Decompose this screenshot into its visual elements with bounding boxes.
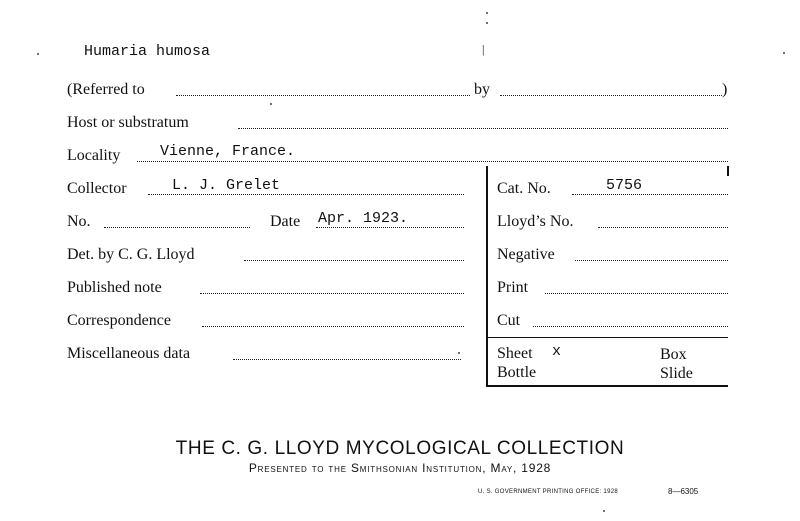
negative-line <box>575 260 728 261</box>
cut-label: Cut <box>497 312 521 329</box>
scan-speck <box>783 52 785 54</box>
collector-line <box>148 194 464 195</box>
referred-to-label: (Referred to <box>67 81 145 98</box>
collector-label: Collector <box>67 180 127 197</box>
by-label: by <box>474 81 490 98</box>
published-label: Published note <box>67 279 162 296</box>
published-line <box>200 293 464 294</box>
sheet-label: Sheet <box>497 345 533 362</box>
box-sheet-divider <box>486 337 728 338</box>
form-number: 8—6305 <box>668 487 699 496</box>
cat-no-value: 5756 <box>606 177 643 194</box>
printing-office-imprint: U. S. GOVERNMENT PRINTING OFFICE: 1928 <box>478 489 618 495</box>
correspondence-line <box>202 326 464 327</box>
scan-speck <box>486 12 488 14</box>
lloyds-no-line <box>598 227 728 228</box>
locality-label: Locality <box>67 147 121 164</box>
by-line <box>500 95 722 96</box>
date-line <box>316 227 464 228</box>
cat-no-line <box>572 194 728 195</box>
det-label: Det. by C. G. Lloyd <box>67 246 195 263</box>
collection-title: THE C. G. LLOYD MYCOLOGICAL COLLECTION <box>175 438 625 459</box>
misc-label: Miscellaneous data <box>67 345 191 362</box>
referred-to-line <box>176 95 470 96</box>
scan-speck <box>458 352 460 354</box>
box-left-rule <box>486 166 488 385</box>
no-label: No. <box>67 213 91 230</box>
no-line <box>104 227 250 228</box>
misc-line <box>233 359 461 360</box>
box-label: Box <box>660 346 687 363</box>
cat-no-label: Cat. No. <box>497 180 551 197</box>
scan-speck <box>270 103 272 105</box>
slide-label: Slide <box>660 365 693 382</box>
box-right-tick <box>727 166 729 176</box>
bottle-label: Bottle <box>497 364 537 381</box>
locality-value: Vienne, France. <box>160 143 296 160</box>
host-label: Host or substratum <box>67 114 189 131</box>
scan-speck <box>603 510 605 512</box>
date-label: Date <box>270 213 301 230</box>
det-line <box>244 260 464 261</box>
collector-value: L. J. Grelet <box>172 177 281 194</box>
scan-speck <box>37 53 39 55</box>
box-bottom-rule <box>486 385 728 387</box>
cut-line <box>533 326 728 327</box>
print-label: Print <box>497 279 529 296</box>
sheet-mark: x <box>552 343 562 360</box>
scan-speck <box>486 22 488 24</box>
date-value: Apr. 1923. <box>318 210 409 227</box>
species-name: Humaria humosa <box>84 43 211 60</box>
collection-subtitle: Presented to the Smithsonian Institution, May, 1928 <box>248 461 552 475</box>
tick-mark: | <box>482 42 485 56</box>
host-line <box>238 128 728 129</box>
correspondence-label: Correspondence <box>67 312 171 329</box>
locality-line <box>137 161 728 162</box>
close-paren: ) <box>722 81 728 98</box>
negative-label: Negative <box>497 246 555 263</box>
print-line <box>545 293 728 294</box>
lloyds-no-label: Lloyd’s No. <box>497 213 574 230</box>
